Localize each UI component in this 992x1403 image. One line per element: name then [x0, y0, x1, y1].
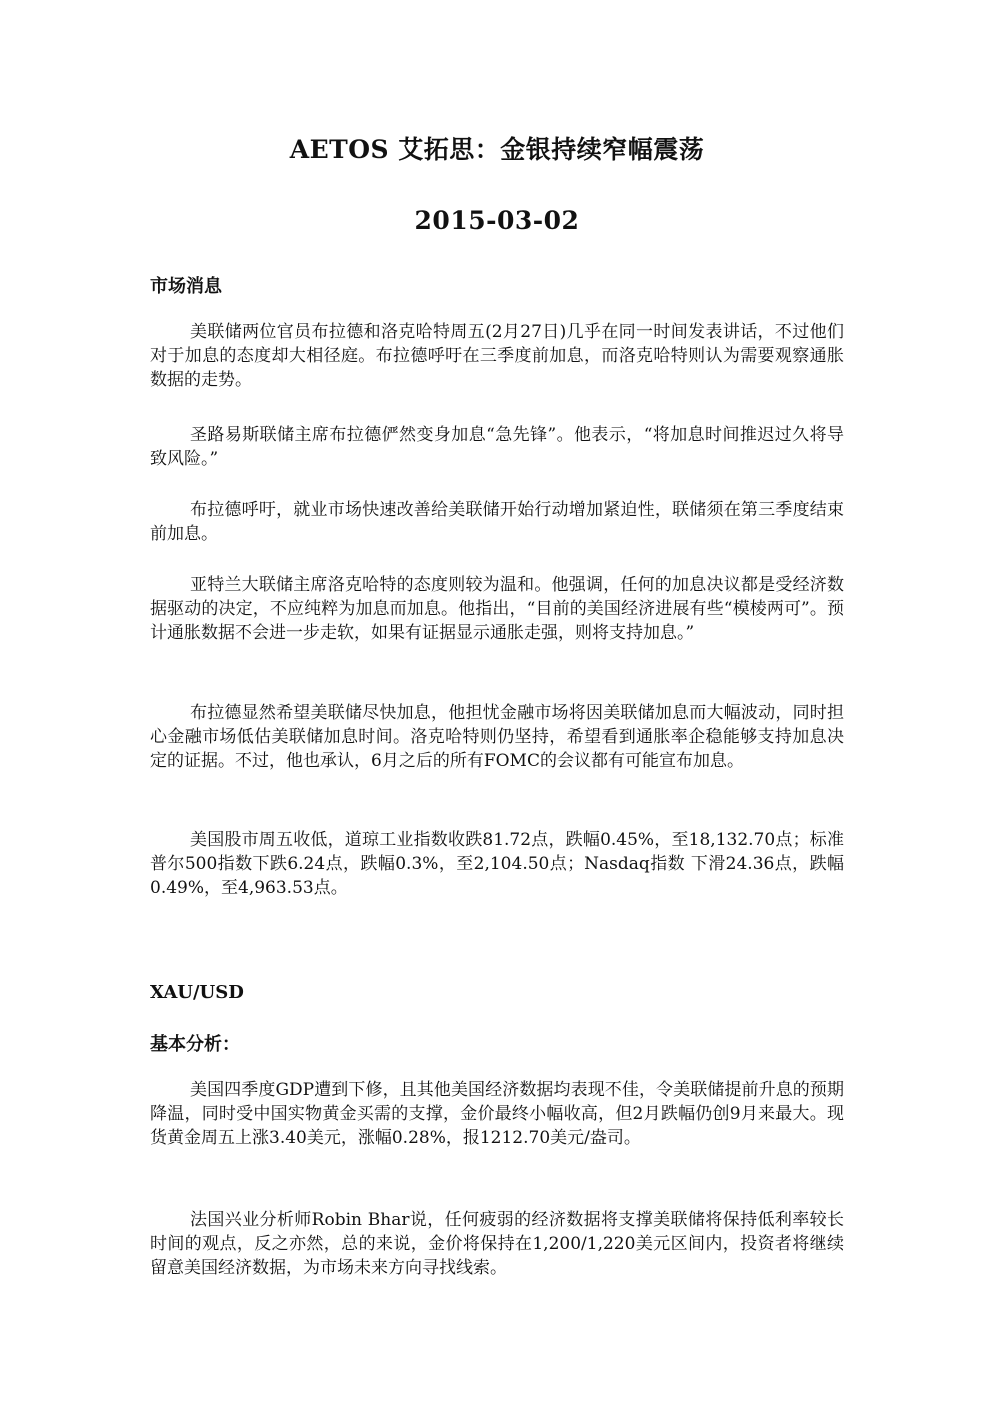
section-heading-market-news: 市场消息 — [150, 276, 222, 297]
section-heading-fundamental-analysis: 基本分析： — [150, 1034, 240, 1055]
document-date: 2015-03-02 — [414, 206, 580, 235]
paragraph: 布拉德显然希望美联储尽快加息，他担忧金融市场将因美联储加息而大幅波动，同时担心金融市场低估美联储加息时间。洛克哈特则仍坚持，希望看到通胀率企稳能够支持加息决定的证据。不过，他也承认，6月之后的所有FOMC的会议都有可能宣布加息。 — [150, 703, 844, 771]
paragraph: 亚特兰大联储主席洛克哈特的态度则较为温和。他强调，任何的加息决议都是受经济数据驱动的决定，不应纯粹为加息而加息。他指出，“目前的美国经济进展有些“模棱两可”。预计通胀数据不会进一步走软，如果有证据显示通胀走强，则将支持加息。” — [150, 575, 844, 643]
paragraph: 美国股市周五收低，道琼工业指数收跌81.72点，跌幅0.45%，至18,132.70点；标准普尔500指数下跌6.24点，跌幅0.3%，至2,104.50点；Nasdaq指数 下滑24.36点，跌幅0.49%，至4,963.53点。 — [150, 830, 844, 898]
paragraph: 法国兴业分析师Robin Bhar说，任何疲弱的经济数据将支撑美联储将保持低利率较长时间的观点，反之亦然，总的来说，金价将保持在1,200/1,220美元区间内，投资者将继续留意美国经济数据，为市场未来方向寻找线索。 — [150, 1210, 844, 1278]
paragraph: 布拉德呼吁，就业市场快速改善给美联储开始行动增加紧迫性，联储须在第三季度结束前加息。 — [150, 500, 844, 544]
paragraph: 圣路易斯联储主席布拉德俨然变身加息“急先锋”。他表示，“将加息时间推迟过久将导致风险。” — [150, 425, 844, 469]
paragraph: 美联储两位官员布拉德和洛克哈特周五(2月27日)几乎在同一时间发表讲话，不过他们对于加息的态度却大相径庭。布拉德呼吁在三季度前加息，而洛克哈特则认为需要观察通胀数据的走势。 — [150, 322, 844, 390]
section-heading-xau-usd: XAU/USD — [150, 982, 244, 1003]
document-title: AETOS 艾拓思：金银持续窄幅震荡 — [289, 135, 705, 164]
paragraph: 美国四季度GDP遭到下修，且其他美国经济数据均表现不佳，令美联储提前升息的预期降温，同时受中国实物黄金买需的支撑，金价最终小幅收高，但2月跌幅仍创9月来最大。现货黄金周五上涨3.40美元，涨幅0.28%，报1212.70美元/盎司。 — [150, 1080, 844, 1148]
